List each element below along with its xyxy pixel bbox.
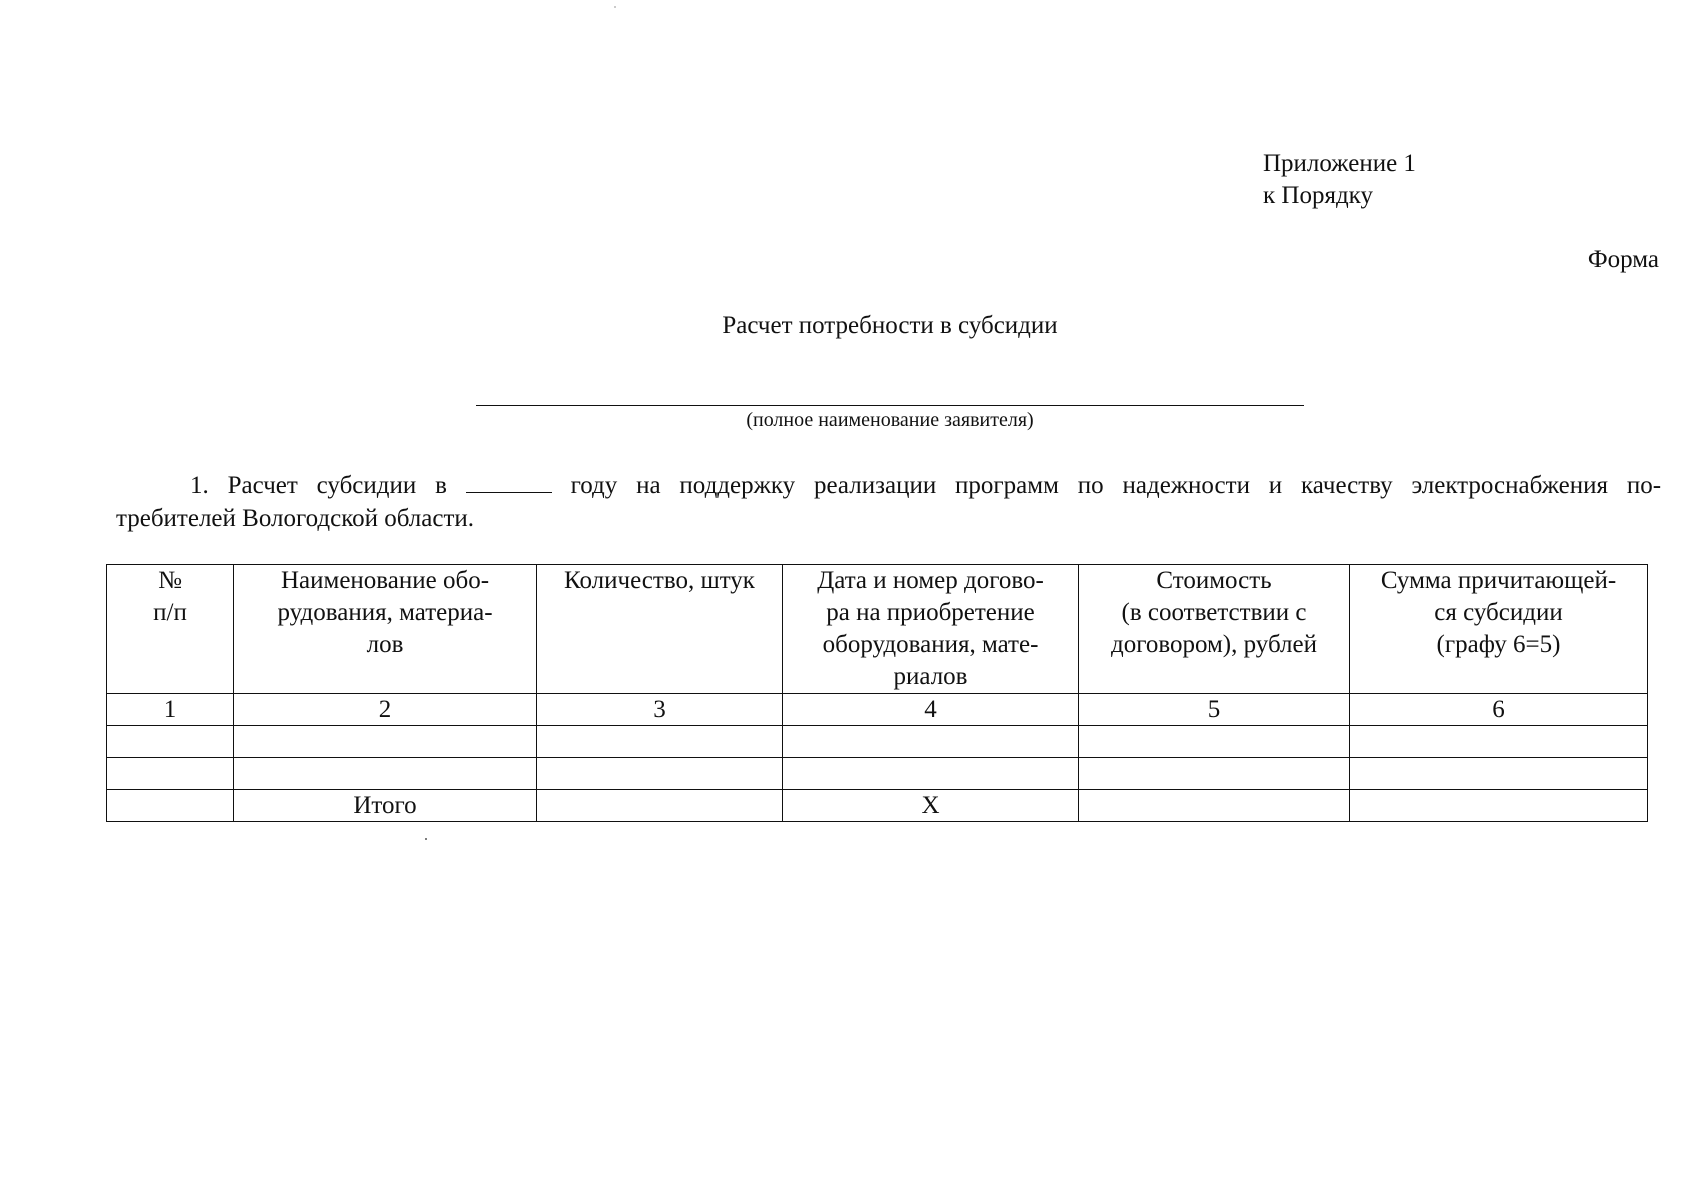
header-cell: Дата и номер догово- ра на приобретение оборудования, мате- риалов xyxy=(783,565,1079,694)
total-cell[interactable] xyxy=(1350,790,1648,822)
table-cell[interactable] xyxy=(1350,758,1648,790)
table-cell[interactable] xyxy=(234,726,537,758)
column-number-row xyxy=(107,694,1648,726)
header-cell: Стоимость (в соответствии с договором), рублей xyxy=(1079,565,1350,694)
column-number-cell: 4 xyxy=(783,694,1079,726)
form-label: Форма xyxy=(1587,246,1659,273)
total-not-applicable-mark: X xyxy=(783,790,1079,822)
header-cell: Наименование обо- рудования, материа- лов xyxy=(234,565,537,694)
header-cell: Количество, штук xyxy=(537,565,783,694)
column-number-cell: 2 xyxy=(234,694,537,726)
appendix-line-2: к Порядку xyxy=(1263,182,1373,209)
column-number-cell: 6 xyxy=(1350,694,1648,726)
total-cell[interactable] xyxy=(1079,790,1350,822)
table-row xyxy=(107,726,1648,758)
column-number-cell: 5 xyxy=(1079,694,1350,726)
table-cell[interactable] xyxy=(107,758,234,790)
subsidy-calculation-table xyxy=(106,564,1648,822)
total-cell[interactable] xyxy=(537,790,783,822)
table-cell[interactable] xyxy=(107,726,234,758)
table-cell[interactable] xyxy=(1079,726,1350,758)
applicant-name-field[interactable] xyxy=(476,405,1304,406)
table-cell[interactable] xyxy=(783,758,1079,790)
table-header-row xyxy=(107,565,1648,694)
header-cell: Сумма причитающей- ся субсидии (графу 6=5) xyxy=(1350,565,1648,694)
column-number-cell: 3 xyxy=(537,694,783,726)
applicant-caption: (полное наименование заявителя) xyxy=(746,409,1034,431)
appendix-line-1: Приложение 1 xyxy=(1263,150,1416,177)
scan-speck xyxy=(425,838,427,840)
table-row xyxy=(107,758,1648,790)
appendix-reference xyxy=(1263,148,1416,212)
total-row xyxy=(107,790,1648,822)
total-cell[interactable] xyxy=(107,790,234,822)
header-cell: № п/п xyxy=(107,565,234,694)
column-number-cell: 1 xyxy=(107,694,234,726)
paragraph-line-2: требителей Вологодской области. xyxy=(116,505,475,532)
subsidy-paragraph xyxy=(116,469,1661,535)
table-cell[interactable] xyxy=(1350,726,1648,758)
table-cell[interactable] xyxy=(537,726,783,758)
table-cell[interactable] xyxy=(783,726,1079,758)
document-title: Расчет потребности в субсидии xyxy=(722,312,1058,339)
total-label: Итого xyxy=(234,790,537,822)
table-cell[interactable] xyxy=(1079,758,1350,790)
paragraph-part-1: 1. Расчет субсидии в xyxy=(190,472,447,499)
scan-speck xyxy=(614,6,616,8)
year-blank-field[interactable] xyxy=(466,472,552,493)
paragraph-part-2: году на поддержку реализации программ по надежности и качеству электроснабжения по- xyxy=(570,472,1662,499)
table-cell[interactable] xyxy=(537,758,783,790)
paragraph-line-1 xyxy=(116,469,1661,502)
table-cell[interactable] xyxy=(234,758,537,790)
